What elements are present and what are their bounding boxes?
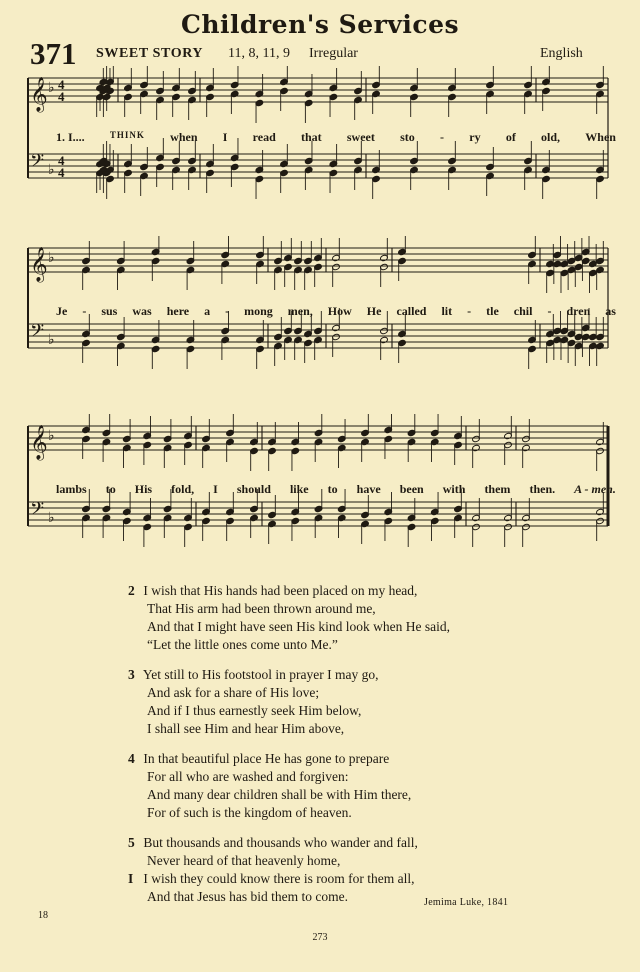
time-signature: 4 <box>58 77 65 92</box>
verses-block <box>128 582 598 918</box>
tune-origin: English <box>540 46 583 61</box>
verse-line: I wish that His hands had been placed on my head, <box>143 583 418 598</box>
meter: 11, 8, 11, 9 <box>228 46 290 61</box>
lyric-syllable: mong <box>244 304 273 318</box>
lyric-syllable: Je <box>56 304 68 318</box>
flat-icon: ♭ <box>48 511 55 526</box>
lyric-syllable: to <box>105 482 116 496</box>
stanza-number: 5 <box>128 835 135 850</box>
lyric-syllable: then. <box>529 482 556 496</box>
treble-clef-icon: 𝄞 <box>30 247 48 282</box>
lyric-syllable: sweet <box>346 130 375 144</box>
section-title: Children's Services <box>180 10 460 39</box>
verse-line: In that beautiful place He has gone to prepare <box>143 751 390 766</box>
refrain-marker: I <box>128 871 134 886</box>
verse-line: And many dear children shall be with Him there, <box>147 787 412 802</box>
flat-icon: ♭ <box>48 333 55 348</box>
verse-line: That His arm had been thrown around me, <box>147 601 376 616</box>
lyric-syllable: called <box>396 304 427 318</box>
lyric-syllable: fold, <box>171 482 195 496</box>
lyric-syllable: lit <box>441 304 453 318</box>
lyric-syllable: when <box>170 130 198 144</box>
lyric-syllable: sus <box>101 304 118 318</box>
lyric-syllable: - <box>440 130 445 144</box>
lyric-syllable: here <box>166 304 190 318</box>
stanza-number: 3 <box>128 667 135 682</box>
lyric-syllable: chil <box>513 304 533 318</box>
lyric-syllable: THINK <box>109 130 145 140</box>
lyric-syllable: with <box>442 482 466 496</box>
lyric-syllable: as <box>605 304 616 318</box>
corner-mark: 18 <box>38 910 48 921</box>
bass-clef-icon: 𝄢 <box>30 151 45 176</box>
page-number: 273 <box>312 932 328 943</box>
lyric-syllable: lambs <box>56 482 87 496</box>
verse-line: “Let the little ones come unto Me.” <box>147 637 338 652</box>
lyric-syllable: should <box>236 482 271 496</box>
stanza-number: 4 <box>128 751 135 766</box>
hymn-number: 371 <box>30 36 77 71</box>
stanza-2 <box>128 582 598 654</box>
lyric-syllable: - <box>467 304 472 318</box>
lyric-syllable: tle <box>486 304 499 318</box>
stanza-3 <box>128 666 598 738</box>
verse-line: And ask for a share of His love; <box>147 685 320 700</box>
flat-icon: ♭ <box>48 163 55 178</box>
verse-line: Yet still to His footstool in prayer I may go, <box>142 667 379 682</box>
time-signature: 4 <box>58 153 65 168</box>
lyric-syllable: to <box>327 482 338 496</box>
time-signature: 4 <box>58 89 65 104</box>
lyric-syllable: I <box>222 130 228 144</box>
lyric-syllable: like <box>289 482 309 496</box>
flat-icon: ♭ <box>48 251 55 266</box>
verse-line: For of such is the kingdom of heaven. <box>147 805 352 820</box>
lyric-syllable: - <box>547 304 552 318</box>
verse-line: And that Jesus has bid them to come. <box>147 889 348 904</box>
verse-line: But thousands and thousands who wander and fall, <box>143 835 418 850</box>
lyric-syllable: of <box>505 130 516 144</box>
meter-note: Irregular <box>309 46 358 61</box>
lyric-line-2 <box>56 304 616 319</box>
verse-line: I wish they could know there is room for them all, <box>143 871 415 886</box>
lyric-syllable: - <box>225 304 230 318</box>
verse-line: I shall see Him and hear Him above, <box>147 721 345 736</box>
lyric-line-1 <box>56 130 616 145</box>
time-signature: 4 <box>58 165 65 180</box>
treble-clef-icon: 𝄞 <box>30 77 48 112</box>
lyric-syllable: 1. I.... <box>56 130 85 144</box>
staff-group <box>28 236 608 369</box>
author-attribution: Jemima Luke, 1841 <box>424 897 509 908</box>
bass-clef-icon: 𝄢 <box>30 499 45 524</box>
amen-lyric: A - men. <box>574 482 616 496</box>
stanza-4 <box>128 750 598 822</box>
treble-clef-icon: 𝄞 <box>30 425 48 460</box>
verse-line: For all who are washed and forgiven: <box>147 769 349 784</box>
flat-icon: ♭ <box>48 81 55 96</box>
lyric-syllable: men, <box>287 304 313 318</box>
tune-name: SWEET STORY <box>96 46 204 61</box>
lyric-syllable: read <box>252 130 276 144</box>
lyric-syllable: them <box>484 482 511 496</box>
stanza-number: 2 <box>128 583 135 598</box>
lyric-syllable: - <box>82 304 87 318</box>
lyric-syllable: old, <box>541 130 561 144</box>
verse-line: And that I might have seen His kind look when He said, <box>147 619 450 634</box>
verse-line: Never heard of that heavenly home, <box>147 853 341 868</box>
flat-icon: ♭ <box>48 429 55 444</box>
lyric-syllable: When <box>585 130 616 144</box>
verse-line: And if I thus earnestly seek Him below, <box>147 703 362 718</box>
lyric-line-3 <box>56 482 616 497</box>
lyric-syllable: sto <box>400 130 415 144</box>
lyric-syllable: that <box>300 130 322 144</box>
stanza-5 <box>128 834 598 906</box>
lyric-syllable: ry <box>469 130 481 144</box>
lyric-syllable: been <box>399 482 424 496</box>
staff-group <box>28 414 608 547</box>
lyric-syllable: a <box>204 304 211 318</box>
lyric-syllable: He <box>366 304 382 318</box>
lyric-syllable: I <box>213 482 218 496</box>
lyric-syllable: dren <box>566 304 591 318</box>
lyric-syllable: have <box>356 482 381 496</box>
lyric-syllable: His <box>134 482 153 496</box>
bass-clef-icon: 𝄢 <box>30 321 45 346</box>
lyric-syllable: How <box>327 304 352 318</box>
lyric-syllable: was <box>132 304 152 318</box>
